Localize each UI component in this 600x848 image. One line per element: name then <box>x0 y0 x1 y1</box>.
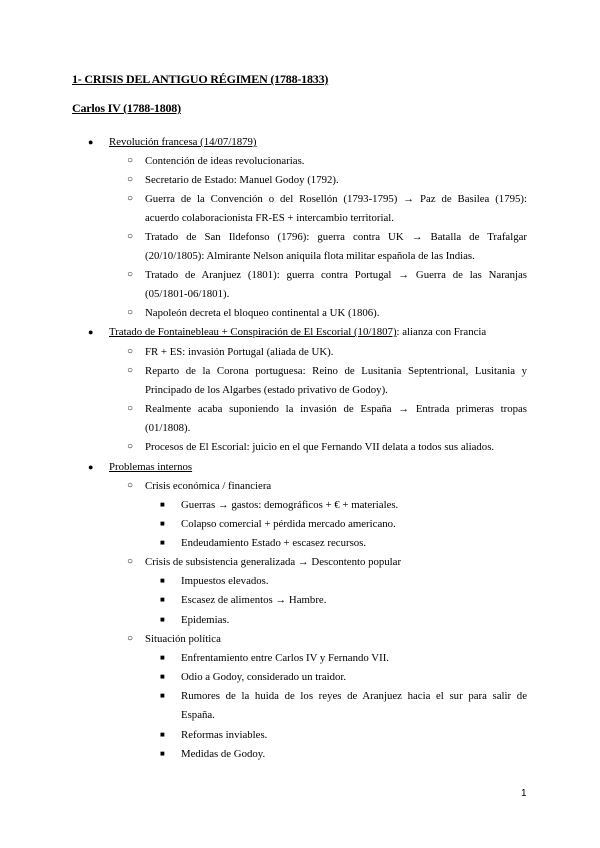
subsection-label: Crisis de subsistencia generalizada → Descontento popular <box>145 556 402 568</box>
bullet-disc: ● <box>88 327 94 337</box>
list-item: Realmente acaba suponiendo la invasión de España → Entrada primeras tropas <box>145 403 527 415</box>
list-item: Endeudamiento Estado + escasez recursos. <box>181 537 367 549</box>
bullet-circle: ○ <box>127 174 134 185</box>
bullet-circle: ○ <box>127 346 134 357</box>
bullet-square: ■ <box>160 538 165 547</box>
bullet-circle: ○ <box>127 556 134 567</box>
list-item: Tratado de San Ildefonso (1796): guerra contra UK → Batalla de Trafalgar <box>145 231 527 243</box>
section-heading: Tratado de Fontainebleau + Conspiración de El Escorial (10/1807) <box>109 326 397 338</box>
section-title: Carlos IV (1788-1808) <box>72 101 181 115</box>
bullet-square: ■ <box>160 730 165 739</box>
list-item: Contención de ideas revolucionarias. <box>145 155 305 167</box>
bullet-square: ■ <box>160 653 165 662</box>
list-item-continuation: España. <box>181 709 215 721</box>
list-item-continuation: (05/1801-06/1801). <box>145 288 230 300</box>
list-item: Epidemias. <box>181 614 230 626</box>
subsection-label: Situación política <box>145 633 221 645</box>
list-item: Guerras → gastos: demográficos + € + materiales. <box>181 499 399 511</box>
list-item-continuation: acuerdo colaboracionista FR-ES + intercambio territorial. <box>145 212 394 224</box>
bullet-square: ■ <box>160 672 165 681</box>
bullet-circle: ○ <box>127 480 134 491</box>
bullet-square: ■ <box>160 576 165 585</box>
list-item: Escasez de alimentos → Hambre. <box>181 594 327 606</box>
list-item-continuation: (20/10/1805): Almirante Nelson aniquila flota militar española de las Indias. <box>145 250 475 262</box>
section-heading: Problemas internos <box>109 461 193 473</box>
bullet-disc: ● <box>88 462 94 472</box>
document-title: 1- CRISIS DEL ANTIGUO RÉGIMEN (1788-1833) <box>72 72 329 86</box>
bullet-circle: ○ <box>127 155 134 166</box>
bullet-square: ■ <box>160 500 165 509</box>
list-item: Guerra de la Convención o del Rosellón (1793-1795) → Paz de Basilea (1795): <box>145 193 527 205</box>
section-heading: Revolución francesa (14/07/1879) <box>109 136 257 148</box>
bullet-circle: ○ <box>127 441 134 452</box>
list-item: Rumores de la huida de los reyes de Aranjuez hacia el sur para salir de <box>181 690 527 702</box>
bullet-circle: ○ <box>127 269 134 280</box>
bullet-square: ■ <box>160 691 165 700</box>
list-item: Reparto de la Corona portuguesa: Reino de Lusitania Septentrional, Lusitania y <box>145 365 527 377</box>
list-item: Colapso comercial + pérdida mercado americano. <box>181 518 396 530</box>
list-item-continuation: (01/1808). <box>145 422 191 434</box>
list-item: Enfrentamiento entre Carlos IV y Fernando VII. <box>181 652 389 664</box>
bullet-circle: ○ <box>127 633 134 644</box>
list-item: Napoleón decreta el bloqueo continental a UK (1806). <box>145 307 380 319</box>
list-item: FR + ES: invasión Portugal (aliada de UK). <box>145 346 334 358</box>
list-item: Procesos de El Escorial: juicio en el que Fernando VII delata a todos sus aliados. <box>145 441 495 453</box>
bullet-circle: ○ <box>127 403 134 414</box>
list-item: Tratado de Aranjuez (1801): guerra contra Portugal → Guerra de las Naranjas <box>145 269 527 281</box>
bullet-circle: ○ <box>127 365 134 376</box>
section-heading-suffix: : alianza con Francia <box>396 326 487 338</box>
page-number: 1 <box>521 788 527 799</box>
bullet-square: ■ <box>160 519 165 528</box>
list-item: Medidas de Godoy. <box>181 748 266 760</box>
bullet-square: ■ <box>160 615 165 624</box>
bullet-disc: ● <box>88 137 94 147</box>
bullet-circle: ○ <box>127 193 134 204</box>
list-item: Odio a Godoy, considerado un traidor. <box>181 671 347 683</box>
bullet-square: ■ <box>160 749 165 758</box>
subsection-label: Crisis económica / financiera <box>145 480 272 492</box>
bullet-circle: ○ <box>127 231 134 242</box>
list-item-continuation: Principado de los Algarbes (estado privativo de Godoy). <box>145 384 388 396</box>
list-item: Reformas inviables. <box>181 729 268 741</box>
list-item: Secretario de Estado: Manuel Godoy (1792). <box>145 174 339 186</box>
bullet-circle: ○ <box>127 307 134 318</box>
list-item: Impuestos elevados. <box>181 575 269 587</box>
section-heading-line <box>109 325 486 339</box>
bullet-square: ■ <box>160 595 165 604</box>
